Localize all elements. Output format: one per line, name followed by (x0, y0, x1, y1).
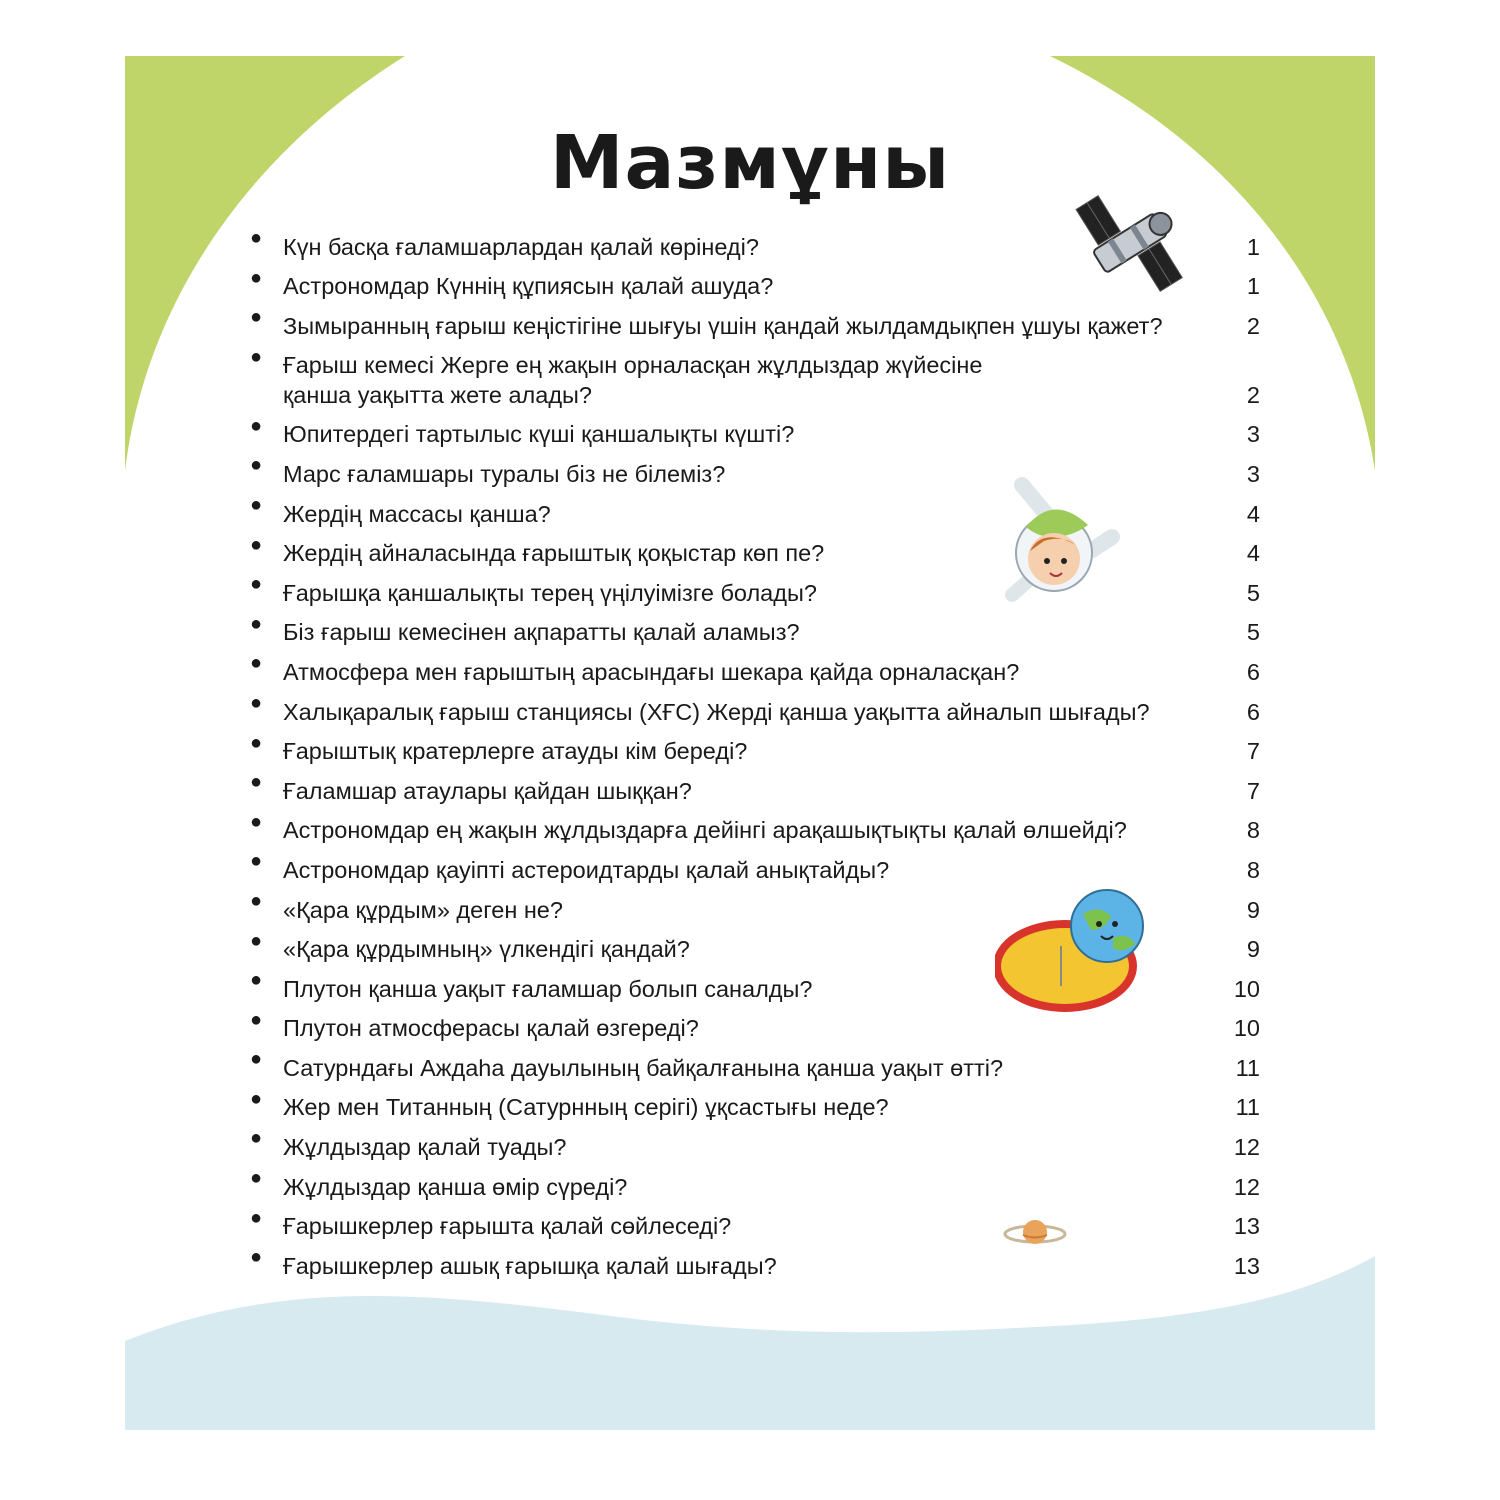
toc-entry[interactable] (250, 1043, 1260, 1083)
page-title: Мазмұны (549, 120, 951, 206)
toc-entry[interactable] (250, 222, 1260, 262)
bullet-icon: ● (250, 889, 263, 912)
toc-entry[interactable] (250, 885, 1260, 925)
table-of-contents (250, 222, 1260, 1281)
toc-entry-page: 11 (1235, 1054, 1260, 1081)
toc-entry[interactable] (250, 727, 1260, 767)
toc-entry-title: «Қара құрдым» деген не? (283, 896, 563, 923)
bullet-icon: ● (250, 1008, 263, 1031)
bullet-icon: ● (250, 227, 263, 249)
toc-entry-page: 1 (1246, 233, 1260, 260)
toc-entry-page: 5 (1246, 579, 1260, 606)
toc-entry[interactable] (250, 647, 1260, 687)
toc-entry-title: Жұлдыздар қанша өмір сүреді? (283, 1173, 628, 1200)
toc-entry-title: Ғарышкерлер ашық ғарышқа қалай шығады? (283, 1252, 777, 1279)
toc-entry-title: Ғарышкерлер ғарышта қалай сөйлеседі? (283, 1213, 732, 1240)
toc-entry[interactable] (250, 1004, 1260, 1044)
toc-entry-title: Астрономдар қауіпті астероидтарды қалай анықтайды? (283, 856, 890, 883)
toc-entry-title: Ғарышқа қаншалықты терең үңілуімізге болады? (283, 579, 817, 606)
toc-entry-page: 10 (1233, 975, 1260, 1002)
bullet-icon: ● (250, 1087, 263, 1110)
toc-entry[interactable] (250, 1083, 1260, 1123)
toc-entry[interactable] (250, 341, 1260, 410)
toc-entry[interactable] (250, 845, 1260, 885)
toc-entry-title: Юпитердегі тартылыс күші қаншалықты күшті? (283, 421, 795, 448)
bullet-icon: ● (250, 306, 263, 329)
toc-entry-page: 6 (1246, 698, 1260, 725)
toc-entry-page: 4 (1246, 540, 1260, 567)
bullet-icon: ● (250, 1048, 263, 1071)
bullet-icon: ● (250, 969, 263, 992)
toc-entry-title: Жұлдыздар қалай туады? (283, 1134, 567, 1161)
toc-entry[interactable] (250, 608, 1260, 648)
toc-entry-title: Плутон қанша уақыт ғаламшар болып саналды? (283, 975, 813, 1002)
bullet-icon: ● (250, 266, 263, 289)
bullet-icon: ● (250, 1246, 263, 1269)
toc-entry-page: 3 (1246, 460, 1260, 487)
bullet-icon: ● (250, 691, 263, 714)
bullet-icon: ● (250, 573, 263, 596)
toc-entry[interactable] (250, 1202, 1260, 1242)
toc-entry-title: «Қара құрдымның» үлкендігі қандай? (283, 936, 690, 963)
bullet-icon: ● (250, 1127, 263, 1150)
toc-entry[interactable] (250, 1122, 1260, 1162)
toc-entry-title: Атмосфера мен ғарыштың арасындағы шекара қайда орналасқан? (283, 658, 1020, 685)
toc-entry-page: 2 (1246, 381, 1260, 408)
toc-entry-page: 1 (1246, 273, 1260, 300)
toc-entry-page: 8 (1246, 817, 1260, 844)
bullet-icon: ● (250, 810, 263, 833)
toc-entry-title: Астрономдар Күннің құпиясын қалай ашуда? (283, 273, 774, 300)
bullet-icon: ● (250, 850, 263, 873)
bullet-icon: ● (250, 771, 263, 794)
toc-entry-page: 2 (1246, 312, 1260, 339)
toc-entry-page: 4 (1246, 500, 1260, 527)
toc-entry-page: 11 (1235, 1094, 1260, 1121)
toc-entry[interactable] (250, 1162, 1260, 1202)
toc-entry-title: Жердің айналасында ғарыштық қоқыстар көп пе? (283, 540, 825, 567)
toc-entry[interactable] (250, 410, 1260, 450)
bullet-icon: ● (250, 612, 263, 635)
bullet-icon: ● (250, 929, 263, 952)
toc-entry-title: Біз ғарыш кемесінен ақпаратты қалай аламыз? (283, 619, 800, 646)
toc-entry-page: 13 (1233, 1213, 1260, 1240)
toc-entry-page: 10 (1233, 1015, 1260, 1042)
toc-entry[interactable] (250, 262, 1260, 302)
toc-entry-page: 8 (1246, 856, 1260, 883)
toc-entry-title: Марс ғаламшары туралы біз не білеміз? (283, 460, 726, 487)
toc-entry[interactable] (250, 964, 1260, 1004)
toc-entry-page: 9 (1246, 936, 1260, 963)
toc-entry[interactable] (250, 529, 1260, 569)
toc-entry-title: Астрономдар ең жақын жұлдыздарға дейінгі арақашықтықты қалай өлшейді? (283, 817, 1127, 844)
toc-entry-title: Ғаламшар атаулары қайдан шыққан? (283, 777, 692, 804)
toc-entry[interactable] (250, 449, 1260, 489)
bullet-icon: ● (250, 652, 263, 675)
toc-entry[interactable] (250, 301, 1260, 341)
bullet-icon: ● (250, 414, 263, 437)
bullet-icon: ● (250, 345, 263, 368)
bullet-icon: ● (250, 454, 263, 477)
toc-entry-title: Халықаралық ғарыш станциясы (ХҒС) Жерді қанша уақытта айналып шығады? (283, 698, 1150, 725)
toc-entry-page: 12 (1233, 1134, 1260, 1161)
bullet-icon: ● (250, 533, 263, 556)
toc-entry[interactable] (250, 568, 1260, 608)
toc-entry[interactable] (250, 1241, 1260, 1281)
toc-entry-title: Ғарыштық кратерлерге атауды кім береді? (283, 738, 748, 765)
toc-entry-title: Жер мен Титанның (Сатурнның серігі) ұқсастығы неде? (283, 1094, 889, 1121)
toc-entry-title: Зымыранның ғарыш кеңістігіне шығуы үшін қандай жылдамдықпен ұшуы қажет? (283, 312, 1163, 339)
toc-entry-title: Сатурндағы Аждаһа дауылының байқалғанына қанша уақыт өтті? (283, 1054, 1004, 1081)
toc-entry-page: 5 (1246, 619, 1260, 646)
toc-entry[interactable] (250, 489, 1260, 529)
toc-entry[interactable] (250, 766, 1260, 806)
bullet-icon: ● (250, 731, 263, 754)
toc-entry-title: Плутон атмосферасы қалай өзгереді? (283, 1015, 699, 1042)
toc-entry-page: 13 (1233, 1252, 1260, 1279)
bullet-icon: ● (250, 493, 263, 516)
toc-entry-title: Күн басқа ғаламшарлардан қалай көрінеді? (283, 233, 759, 260)
toc-entry[interactable] (250, 806, 1260, 846)
toc-entry-title: Ғарыш кемесі Жерге ең жақын орналасқан жұлдыздар жүйесіне қанша уақытта жете алады? (283, 351, 983, 408)
toc-entry-page: 7 (1246, 738, 1260, 765)
toc-entry-page: 6 (1246, 658, 1260, 685)
toc-entry[interactable] (250, 925, 1260, 965)
toc-entry[interactable] (250, 687, 1260, 727)
bottom-blue-wave (125, 1256, 1375, 1430)
toc-entry-page: 7 (1246, 777, 1260, 804)
toc-entry-page: 3 (1246, 421, 1260, 448)
toc-entry-page: 12 (1233, 1173, 1260, 1200)
bullet-icon: ● (250, 1167, 263, 1190)
bullet-icon: ● (250, 1206, 263, 1229)
toc-entry-page: 9 (1246, 896, 1260, 923)
toc-entry-title: Жердің массасы қанша? (283, 500, 551, 527)
